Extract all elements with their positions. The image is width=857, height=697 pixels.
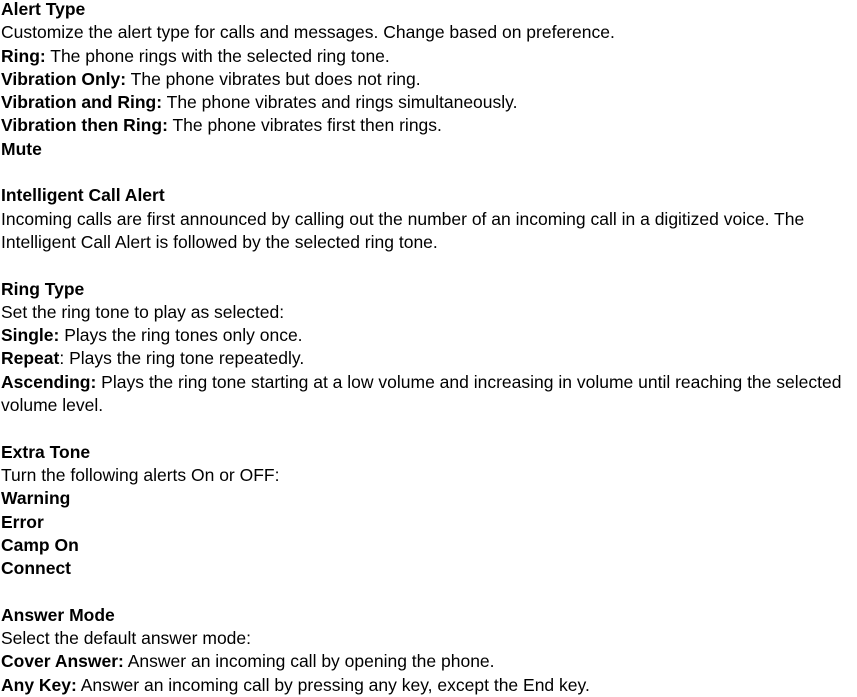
definition-term: Vibration then Ring: <box>1 115 168 136</box>
definition-term: Vibration and Ring: <box>1 92 163 113</box>
definition-term: Connect <box>1 558 71 579</box>
definition-term: Repeat <box>1 348 60 369</box>
section-heading: Answer Mode <box>1 604 115 625</box>
section-ring-type <box>1 278 857 418</box>
section-heading: Alert Type <box>1 0 86 19</box>
section-heading: Extra Tone <box>1 441 91 462</box>
definition-term: Camp On <box>1 534 79 555</box>
definition-item <box>1 650 857 673</box>
section-intro: Turn the following alerts On or OFF: <box>1 464 280 485</box>
definition-item <box>1 324 857 347</box>
section-alert-type <box>1 0 857 161</box>
definition-desc: The phone vibrates and rings simultaneously. <box>162 92 518 113</box>
definition-desc: Answer an incoming call by pressing any key, except the End key. <box>76 674 590 695</box>
definition-desc: Answer an incoming call by opening the phone. <box>123 651 495 672</box>
definition-item <box>1 68 857 91</box>
definition-term: Single: <box>1 325 60 346</box>
definition-item <box>1 674 857 697</box>
definition-term: Any Key: <box>1 674 77 695</box>
definition-desc: The phone vibrates first then rings. <box>167 115 442 136</box>
definition-term: Error <box>1 511 44 532</box>
definition-item <box>1 114 857 137</box>
definition-item <box>1 347 857 370</box>
definition-desc: The phone vibrates but does not ring. <box>126 68 421 89</box>
section-intro: Customize the alert type for calls and messages. Change based on preference. <box>1 22 615 43</box>
definition-term: Cover Answer: <box>1 651 124 672</box>
definition-item <box>1 371 857 418</box>
definition-term: Ascending: <box>1 371 97 392</box>
definition-item <box>1 45 857 68</box>
section-extra-tone <box>1 441 857 581</box>
definition-item <box>1 91 857 114</box>
section-heading: Intelligent Call Alert <box>1 185 165 206</box>
definition-desc: : Plays the ring tone repeatedly. <box>59 348 305 369</box>
section-intro: Set the ring tone to play as selected: <box>1 301 285 322</box>
definition-term: Mute <box>1 138 42 159</box>
definition-term: Vibration Only: <box>1 68 127 89</box>
definition-desc: Plays the ring tones only once. <box>59 325 303 346</box>
definition-desc: Plays the ring tone starting at a low volume and increasing in volume until reaching the selected volume level. <box>1 371 842 416</box>
section-intro: Select the default answer mode: <box>1 628 252 649</box>
definition-desc: The phone rings with the selected ring tone. <box>45 45 390 66</box>
section-intelligent-call-alert <box>1 184 857 254</box>
definition-term: Warning <box>1 488 71 509</box>
section-answer-mode <box>1 604 857 697</box>
section-intro: Incoming calls are first announced by calling out the number of an incoming call in a digitized voice. The Intelligent Call Alert is followed by the selected ring tone. <box>1 208 805 252</box>
section-heading: Ring Type <box>1 278 85 299</box>
definition-item <box>1 138 857 161</box>
definition-term: Ring: <box>1 45 46 66</box>
